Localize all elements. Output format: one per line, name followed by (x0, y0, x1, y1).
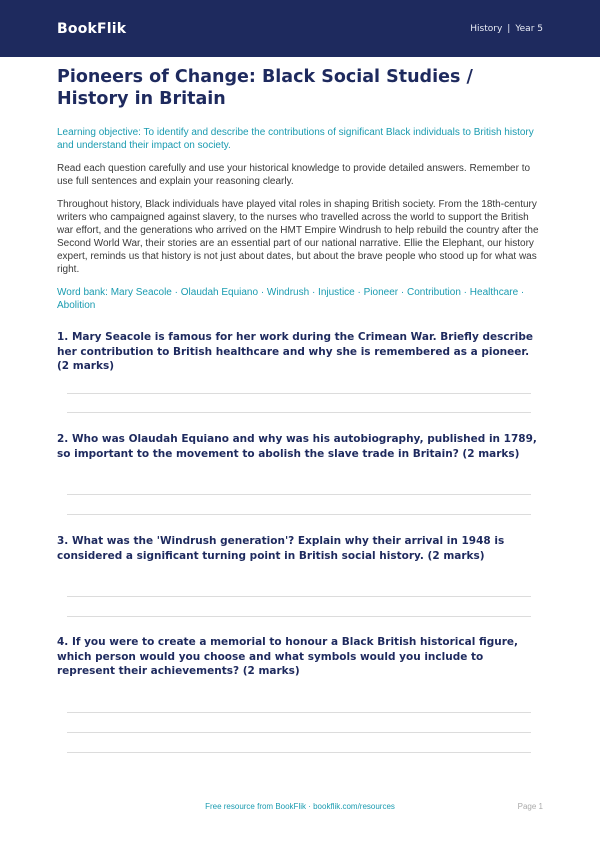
page-title: Pioneers of Change: Black Social Studies / History in Britain (57, 67, 473, 109)
breadcrumb (470, 24, 543, 34)
question-1 (57, 330, 543, 374)
breadcrumb-year[interactable]: Year 5 (515, 23, 543, 34)
brand-logo-text[interactable]: BookFlik (57, 20, 127, 37)
page-header (0, 0, 600, 57)
instructions-text: Read each question carefully and use your historical knowledge to provide detailed answers. Remember to use full sentences and explain your reasoning clearly. (57, 163, 531, 187)
word-bank: Word bank: Mary Seacole · Olaudah Equiano · Windrush · Injustice · Pioneer · Contribution · Healthcare · Abolition (57, 287, 525, 311)
question-4-text: 4. If you were to create a memorial to honour a Black British historical figure, which person would you choose and what symbols would you include to represent their achievements? (2 marks) (57, 636, 519, 677)
answer-line[interactable] (67, 712, 531, 713)
answer-line[interactable] (67, 752, 531, 753)
question-3-text: 3. What was the 'Windrush generation'? Explain why their arrival in 1948 is considered a significant turning point in British social history. (2 marks) (57, 535, 505, 562)
intro-paragraph: Throughout history, Black individuals have played vital roles in shaping British society. From the 18th-century writers who campaigned against slavery, to the nurses who travelled across the world to support the British war effort, and the generations who arrived on the HMT Empire Windrush to help rebuild the country after the Second World War, their stories are an essential part of our national narrative. Ellie the Elephant, our history expert, reminds us that history is not just about dates, but about the brave people who stood up for what was right. (57, 199, 539, 275)
learning-objective: Learning objective: To identify and describe the contributions of significant Black individuals to British history and understand their impact on society. (57, 127, 534, 151)
question-2-text: 2. Who was Olaudah Equiano and why was his autobiography, published in 1789, so important to the movement to abolish the slave trade in Britain? (2 marks) (57, 433, 537, 460)
page-number: Page 1 (517, 802, 543, 811)
worksheet-intro (57, 66, 543, 330)
answer-line[interactable] (67, 494, 531, 495)
question-3 (57, 534, 543, 563)
answer-line[interactable] (67, 393, 531, 394)
question-2 (57, 432, 543, 461)
answer-line[interactable] (67, 732, 531, 733)
answer-line[interactable] (67, 596, 531, 597)
answer-line[interactable] (67, 412, 531, 413)
answer-line[interactable] (67, 514, 531, 515)
answer-line[interactable] (67, 616, 531, 617)
breadcrumb-subject[interactable]: History (470, 23, 503, 34)
breadcrumb-separator: | (507, 23, 511, 34)
question-4 (57, 635, 543, 679)
footer-resource-link[interactable]: Free resource from BookFlik · bookflik.com/resources (205, 802, 395, 811)
question-1-text: 1. Mary Seacole is famous for her work during the Crimean War. Briefly describe her contribution to British healthcare and why she is remembered as a pioneer. (2 marks) (57, 331, 533, 372)
